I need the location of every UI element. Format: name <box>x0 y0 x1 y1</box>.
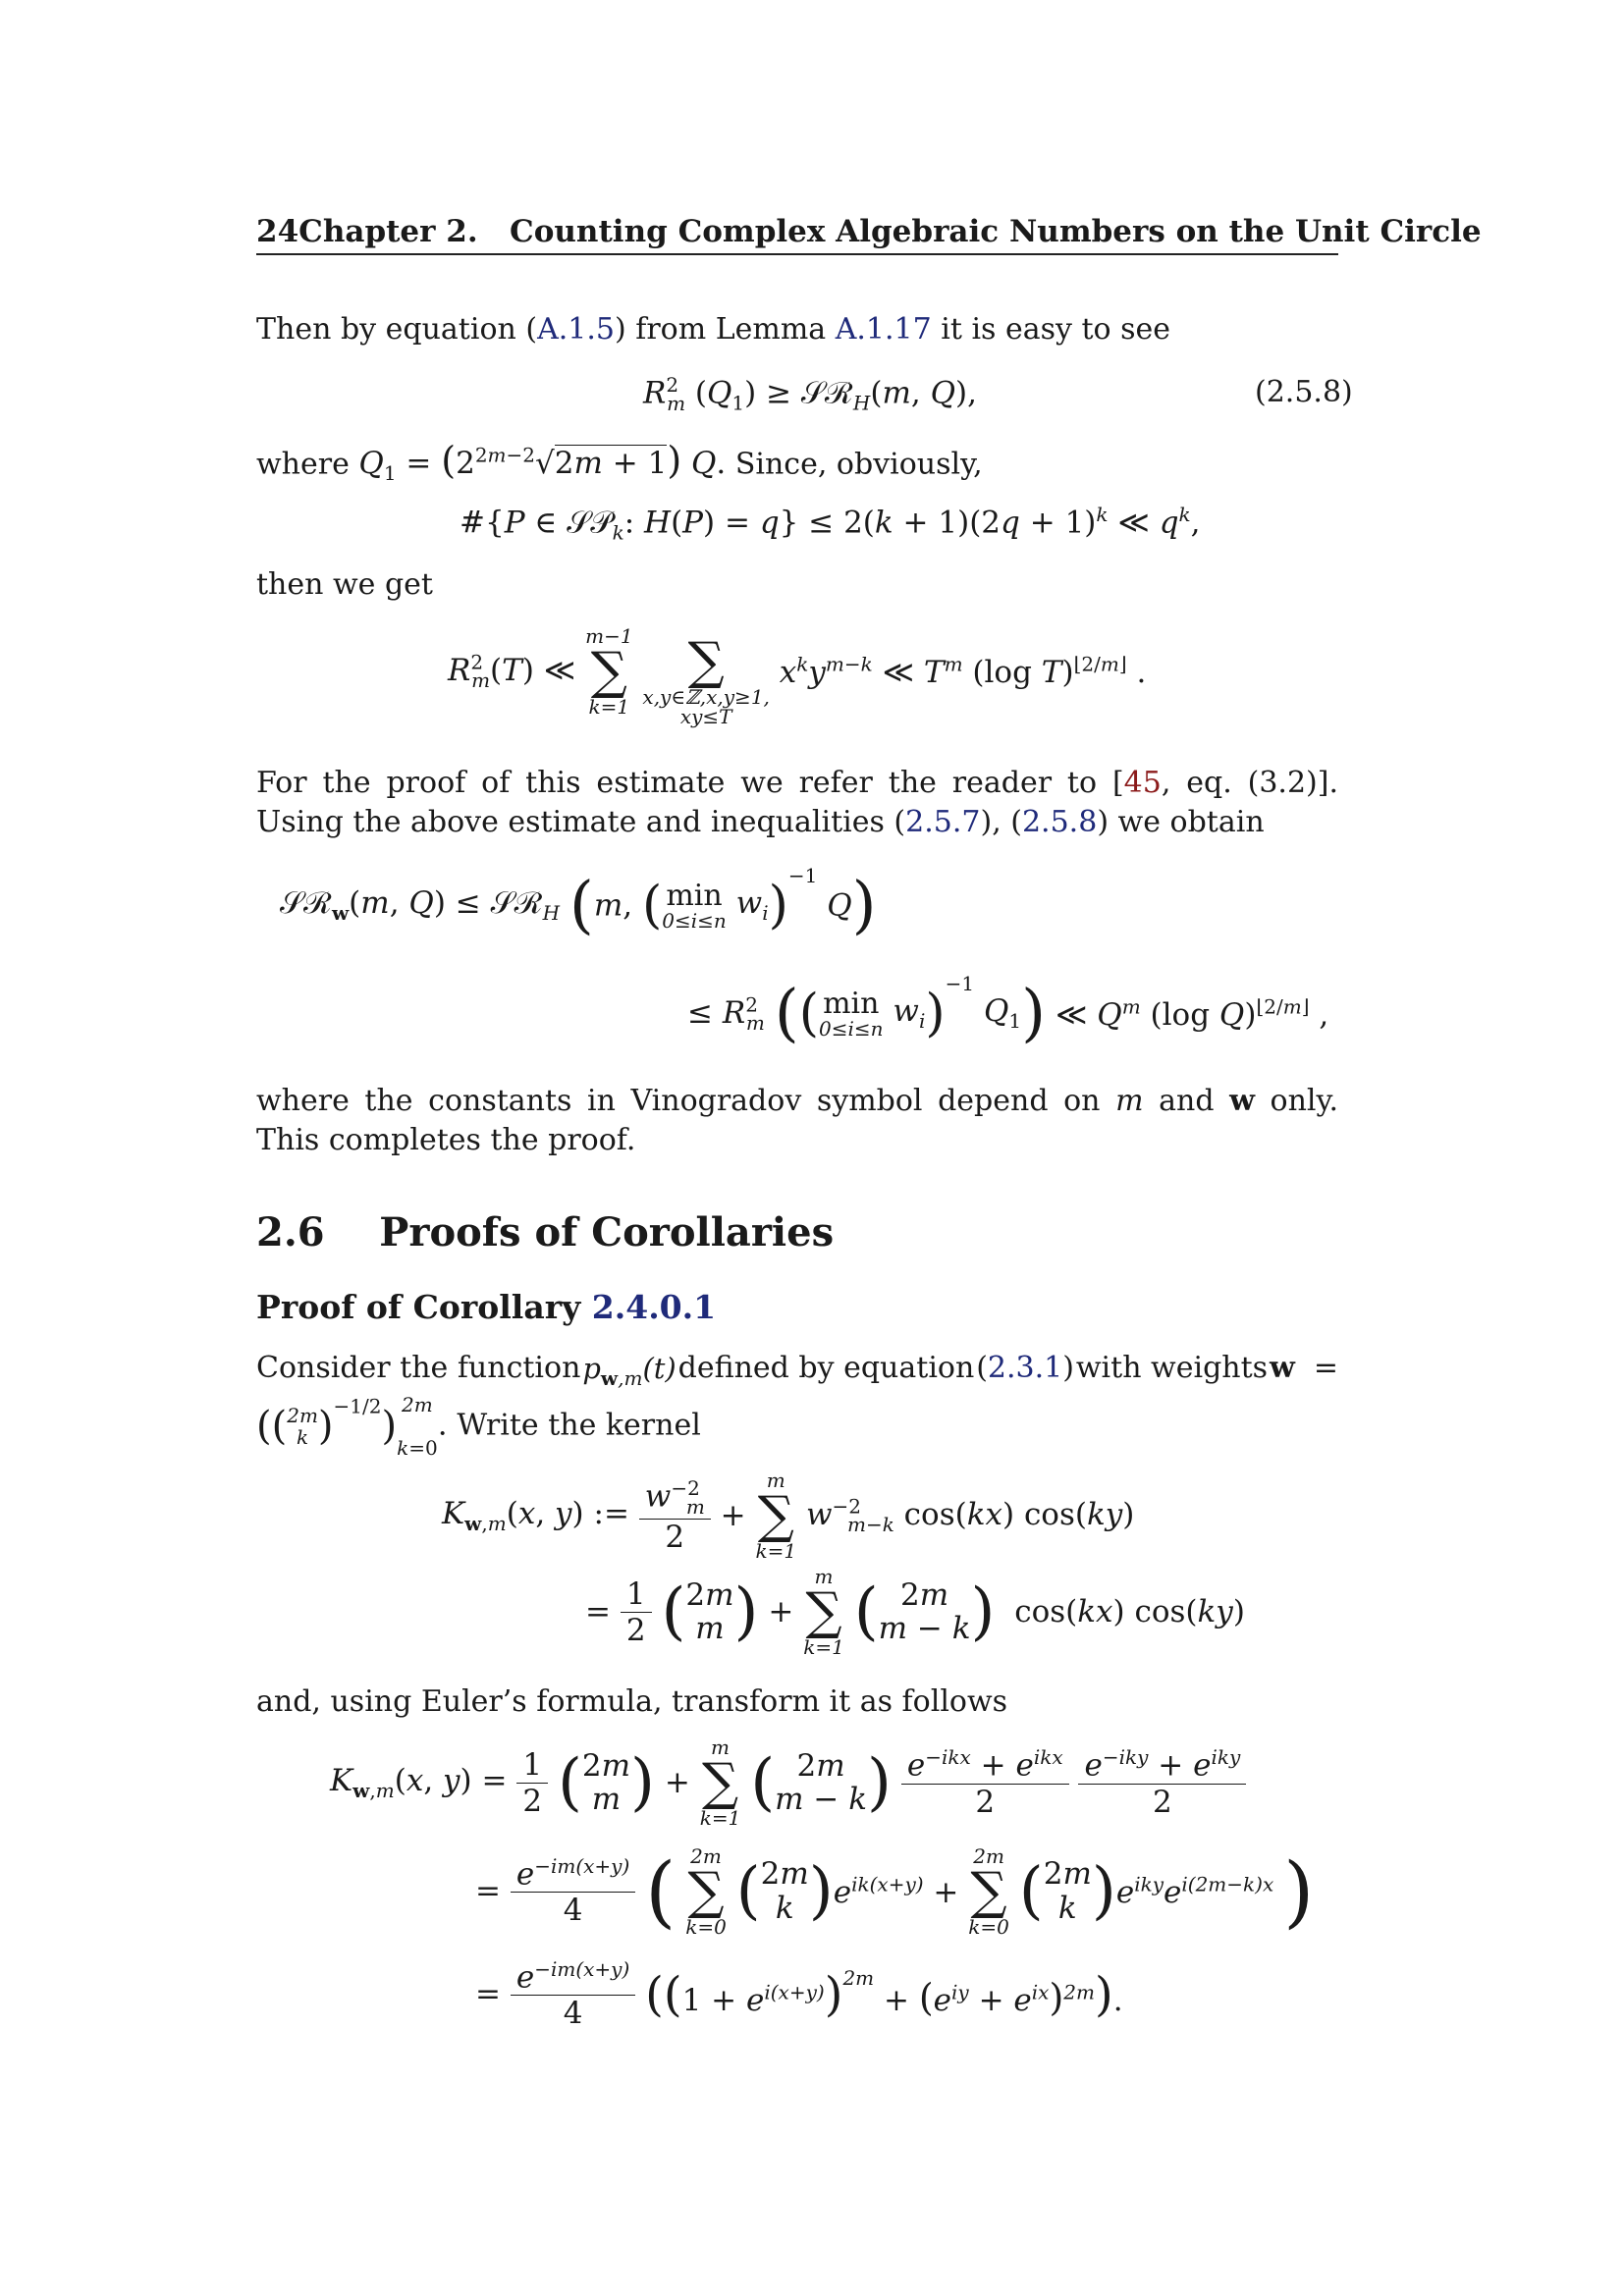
running-header <box>256 214 1482 249</box>
equation-kernel-binom: = $\frac{1}{2}$ (2m m ) + m ∑ k=1 ( 2m m − k) cos(kx) cos(ky) <box>585 1565 1245 1659</box>
equation-euler-line1: $K_{w,m}(x$, y) = $\frac{1}{2}$ (2m m ) + m ∑ k=1 ( 2m m − k) $\frac{e^{-ikx} + e^{ikx}}{2}$ $\frac{e^{-iky} + e^{iky}}{2}$ <box>330 1737 1246 1828</box>
equation-srw-line1: 𝒮ℛ$_w$(m, Q) ≤ 𝒮ℛ$_H$ (m, ( min 0≤i≤n $w_i)^{-1}$ Q) <box>280 864 877 942</box>
equation-euler-line2: = $\frac{e^{-im(x+y)}}{4}$ ( 2m ∑ k=0 (2m k )$e^{ik(x+y)}$ + 2m ∑ k=0 (2m k )$e^{iky}e^{i(2m-k)x}$ ) <box>475 1843 1315 1939</box>
citation-link-45[interactable]: 45 <box>1123 766 1162 800</box>
equation-srw-line2: ≤ $R^2_m$ (( min 0≤i≤n $w_i)^{-1}$ $Q_1$) ≪ $Q^m$ (log Q)$^{⌊2/m⌋}$ , <box>687 972 1329 1050</box>
page-number: 24 <box>256 214 299 249</box>
corollary-link-2-4-0-1[interactable]: 2.4.0.1 <box>591 1288 717 1326</box>
lemma-link-a117[interactable]: A.1.17 <box>835 312 932 347</box>
section-heading <box>256 1209 834 1255</box>
equation-2-5-8: $R^2_m$ $(Q_1)$ ≥ 𝒮ℛ$_H$(m, Q), <box>643 373 977 415</box>
section-title: Proofs of Corollaries <box>379 1209 835 1255</box>
chapter-title: Counting Complex Algebraic Numbers on the Unit Circle <box>510 214 1482 249</box>
equation-euler-line3: = $\frac{e^{-im(x+y)}}{4}$ $((1 + e^{i(x+y)})^{2m} + (e^{iy} + e^{ix})^{2m})$. <box>475 1957 1123 2032</box>
subsection-heading: Proof of Corollary 2.4.0.1 <box>256 1288 717 1326</box>
equation-link-2-3-1[interactable]: 2.3.1 <box>987 1351 1063 1385</box>
section-number: 2.6 <box>256 1209 325 1255</box>
equation-number-2-5-8: (2.5.8) <box>1255 375 1353 409</box>
header-rule <box>256 253 1338 255</box>
paragraph-consider: Consider the function $p_{w,m}(t)$ defined by equation (2.3.1) with weights w = <box>256 1351 1338 1390</box>
equation-link-2-5-8[interactable]: 2.5.8 <box>1021 805 1098 839</box>
equation-link-2-5-7[interactable]: 2.5.7 <box>905 805 981 839</box>
paragraph-then: then we get <box>256 567 433 602</box>
paragraph-vinogradov: where the constants in Vinogradov symbol depend on m and w only. This completes the proof. <box>256 1084 1338 1157</box>
equation-link-a15[interactable]: A.1.5 <box>537 312 615 347</box>
paragraph-euler: and, using Euler’s formula, transform it as follows <box>256 1684 1008 1719</box>
paragraph-where-q1: where $Q_1 = (2^{2m-2}√2m + 1)$ Q. Since, obviously, <box>256 439 983 486</box>
equation-count-bound: #{P ∈ 𝒮𝒫$_k$: $H(P) = q\} \le 2(k + 1)(2q + 1)^k$ ≪ $q^k$, <box>460 503 1201 545</box>
paragraph-lemma-ref: Then by equation (A.1.5) from Lemma A.1.17 it is easy to see <box>256 312 1171 347</box>
paragraph-proof-reference: For the proof of this estimate we refer the reader to [45, eq. (3.2)]. Using the above estimate and inequalities (2.5.7), (2.5.8) we obtain <box>256 766 1339 839</box>
equation-rm-t: $R^2_m(T)$ ≪ m−1 ∑ k=1 ∑ x,y∈ℤ,x,y≥1, xy≤T $x^ky^{m-k}$ ≪ $T^m$ (log T)$^{⌊2/m⌋}$ . <box>448 624 1147 728</box>
equation-kernel-def: $K_{w,m}(x$, y) := $\frac{w^{-2}_m}{2}$ + m ∑ k=1 $w^{-2}_{m-k}$ cos(kx) cos(ky) <box>442 1468 1135 1563</box>
chapter-label: Chapter 2. <box>298 214 478 249</box>
equation-weights: ((2m k )$^{-1/2}$) 2m k=0. Write the kernel <box>256 1393 701 1460</box>
